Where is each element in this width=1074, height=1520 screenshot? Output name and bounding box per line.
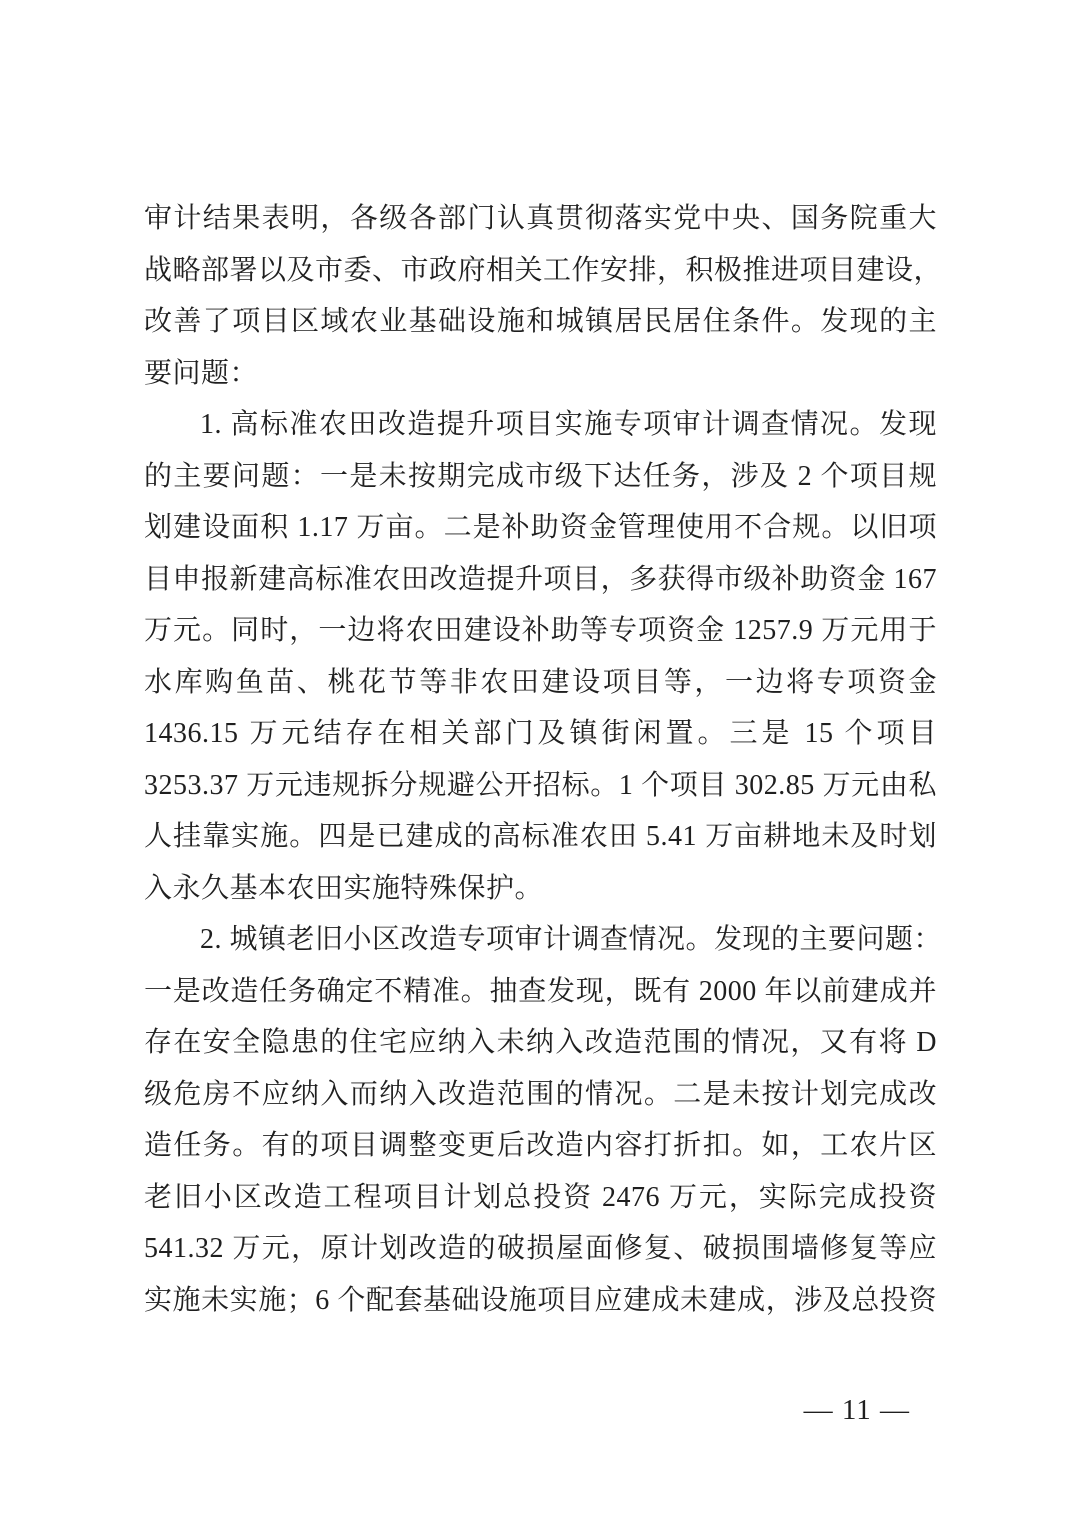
text-line: 一是改造任务确定不精准。抽查发现，既有 2000 年以前建成并: [144, 975, 937, 1007]
text-line: 1436.15 万元结存在相关部门及镇街闲置。三是 15 个项目: [144, 718, 937, 749]
text-line: 2. 城镇老旧小区改造专项审计调查情况。发现的主要问题：: [200, 924, 943, 955]
text-line: 1. 高标准农田改造提升项目实施专项审计调查情况。发现: [200, 409, 937, 440]
text-line: 目申报新建高标准农田改造提升项目，多获得市级补助资金 167: [144, 563, 937, 595]
page-number: — 11 —: [803, 1394, 910, 1426]
text-line: 改善了项目区域农业基础设施和城镇居民居住条件。发现的主: [144, 306, 937, 337]
text-line: 级危房不应纳入而纳入改造范围的情况。二是未按计划完成改: [144, 1078, 937, 1110]
text-line: 万元。同时，一边将农田建设补助等专项资金 1257.9 万元用于: [144, 615, 937, 646]
text-line: 存在安全隐患的住宅应纳入未纳入改造范围的情况，又有将 D: [144, 1027, 937, 1058]
document-body: [144, 193, 943, 1326]
page-footer: [804, 1394, 910, 1427]
text-line: 入永久基本农田实施特殊保护。: [144, 872, 544, 904]
text-line: 审计结果表明，各级各部门认真贯彻落实党中央、国务院重大: [144, 203, 937, 234]
text-line: 3253.37 万元违规拆分规避公开招标。1 个项目 302.85 万元由私: [144, 769, 937, 801]
text-line: 541.32 万元，原计划改造的破损屋面修复、破损围墙修复等应: [144, 1233, 937, 1264]
text-line: 人挂靠实施。四是已建成的高标准农田 5.41 万亩耕地未及时划: [144, 821, 937, 852]
text-line: 造任务。有的项目调整变更后改造内容打折扣。如，工农片区: [144, 1130, 937, 1161]
text-line: 老旧小区改造工程项目计划总投资 2476 万元，实际完成投资: [144, 1181, 937, 1213]
text-line: 划建设面积 1.17 万亩。二是补助资金管理使用不合规。以旧项: [144, 512, 937, 543]
text-line: 战略部署以及市委、市政府相关工作安排，积极推进项目建设，: [144, 254, 943, 286]
text-line: 要问题：: [144, 357, 259, 389]
text-line: 实施未实施；6 个配套基础设施项目应建成未建成，涉及总投资: [144, 1284, 937, 1316]
text-line: 的主要问题：一是未按期完成市级下达任务，涉及 2 个项目规: [144, 460, 937, 492]
text-line: 水库购鱼苗、桃花节等非农田建设项目等，一边将专项资金: [144, 666, 937, 698]
